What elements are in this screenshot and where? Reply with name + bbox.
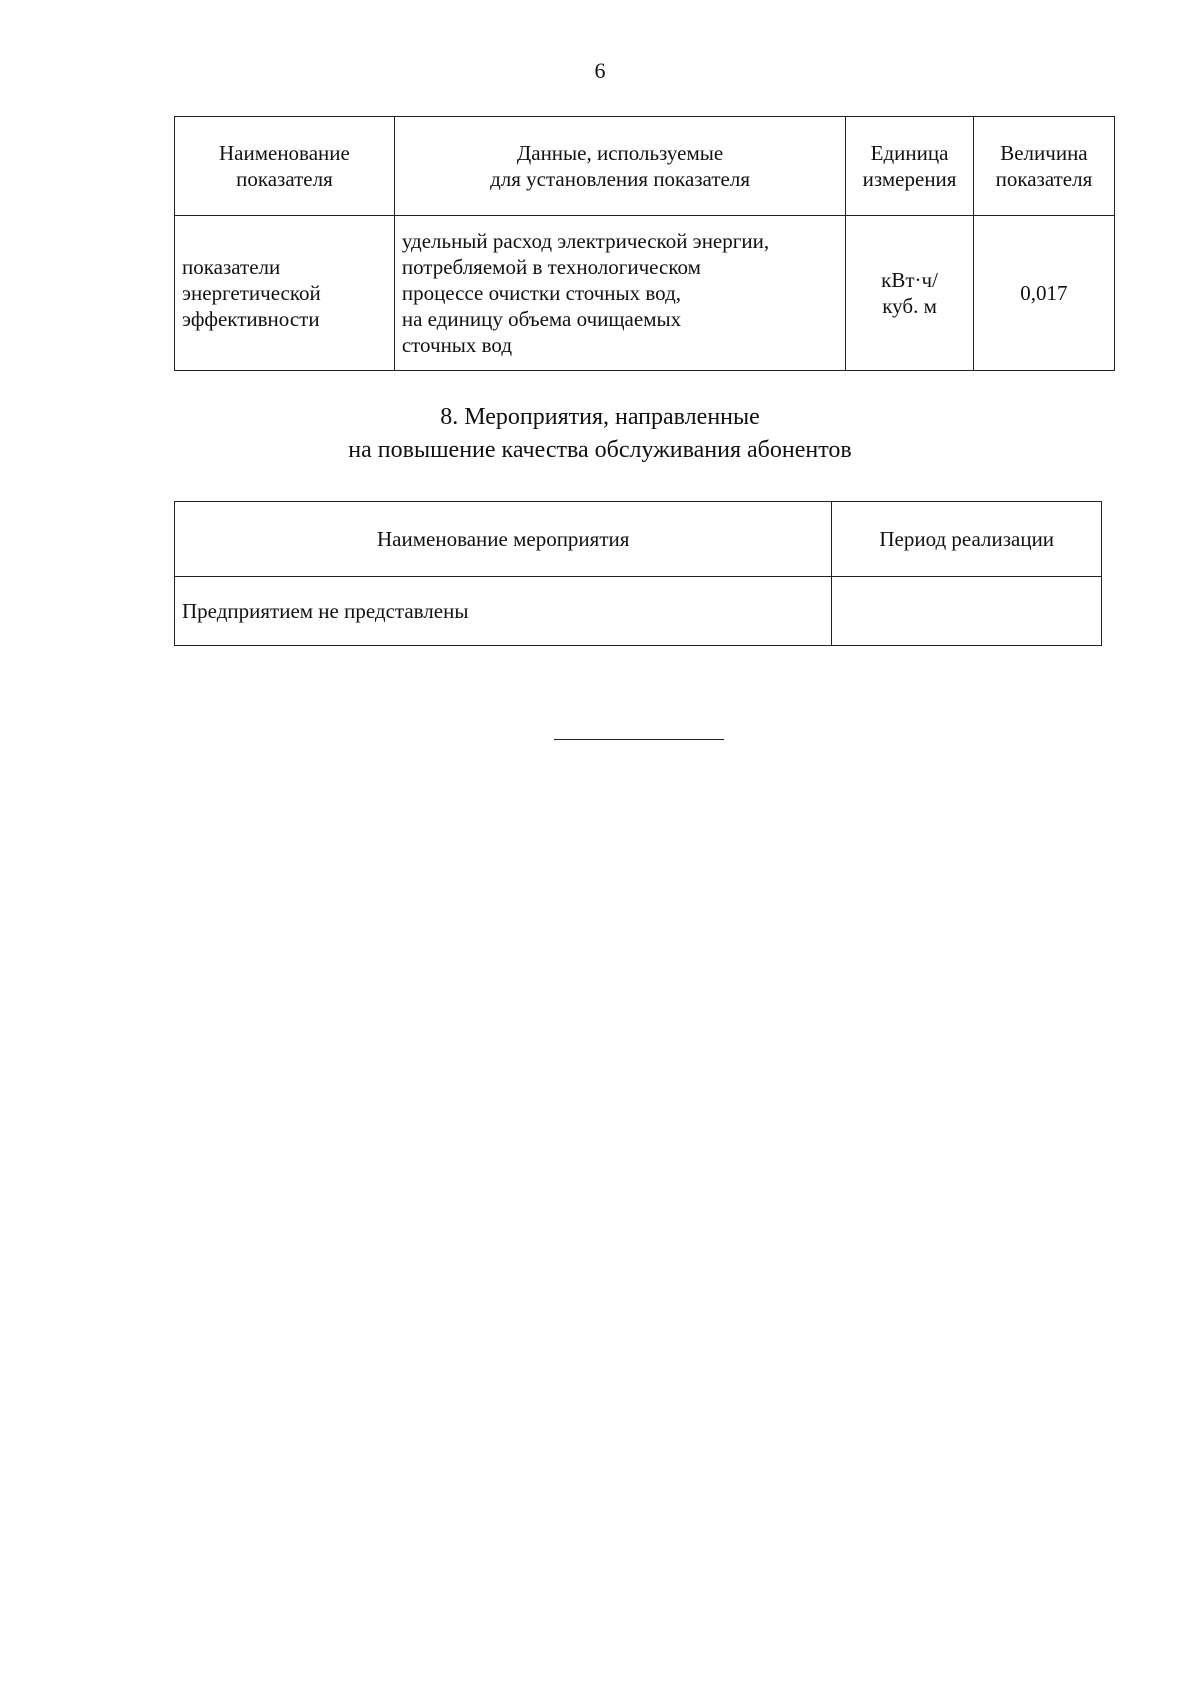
table-row bbox=[175, 216, 1115, 371]
header-text: показателя bbox=[236, 167, 333, 191]
cell-text: 0,017 bbox=[1020, 281, 1068, 305]
value-cell bbox=[973, 216, 1114, 371]
header-unit bbox=[846, 117, 974, 216]
section-title-line: на повышение качества обслуживания абонентов bbox=[348, 437, 852, 463]
unit-cell bbox=[846, 216, 974, 371]
measures-table bbox=[174, 501, 1102, 646]
cell-text: процессе очистки сточных вод, bbox=[401, 281, 682, 305]
header-text: Наименование bbox=[218, 141, 350, 165]
indicator-name-cell bbox=[175, 216, 395, 371]
cell-text: сточных вод bbox=[401, 333, 513, 357]
indicators-table bbox=[174, 116, 1115, 371]
header-text: Единица bbox=[870, 141, 949, 165]
cell-text: энергетической bbox=[182, 281, 321, 305]
table-header-row bbox=[175, 117, 1115, 216]
header-text: Величина bbox=[1000, 141, 1088, 165]
header-indicator-name bbox=[175, 117, 395, 216]
end-divider bbox=[554, 739, 724, 740]
header-source-data bbox=[394, 117, 845, 216]
section-title-line: 8. Мероприятия, направленные bbox=[440, 404, 760, 430]
header-text: Данные, используемые bbox=[516, 141, 724, 165]
header-period: Период реализации bbox=[832, 502, 1102, 577]
page-number: 6 bbox=[594, 58, 606, 83]
header-measure-name: Наименование мероприятия bbox=[175, 502, 832, 577]
measure-name-cell: Предприятием не представлены bbox=[175, 577, 832, 646]
period-cell bbox=[832, 577, 1102, 646]
cell-text: куб. м bbox=[882, 294, 937, 318]
section-heading bbox=[0, 401, 1200, 467]
cell-text: показатели bbox=[182, 255, 281, 279]
cell-text: на единицу объема очищаемых bbox=[401, 307, 682, 331]
cell-text: потребляемой в технологическом bbox=[401, 255, 701, 279]
cell-text: кВт·ч/ bbox=[881, 268, 938, 292]
table-row bbox=[175, 577, 1102, 646]
table-header-row bbox=[175, 502, 1102, 577]
source-data-cell bbox=[394, 216, 845, 371]
cell-text: эффективности bbox=[182, 307, 320, 331]
header-text: для установления показателя bbox=[490, 167, 750, 191]
cell-text: удельный расход электрической энергии, bbox=[401, 229, 770, 253]
header-text: показателя bbox=[995, 167, 1093, 191]
header-text: измерения bbox=[862, 167, 957, 191]
header-value bbox=[973, 117, 1114, 216]
